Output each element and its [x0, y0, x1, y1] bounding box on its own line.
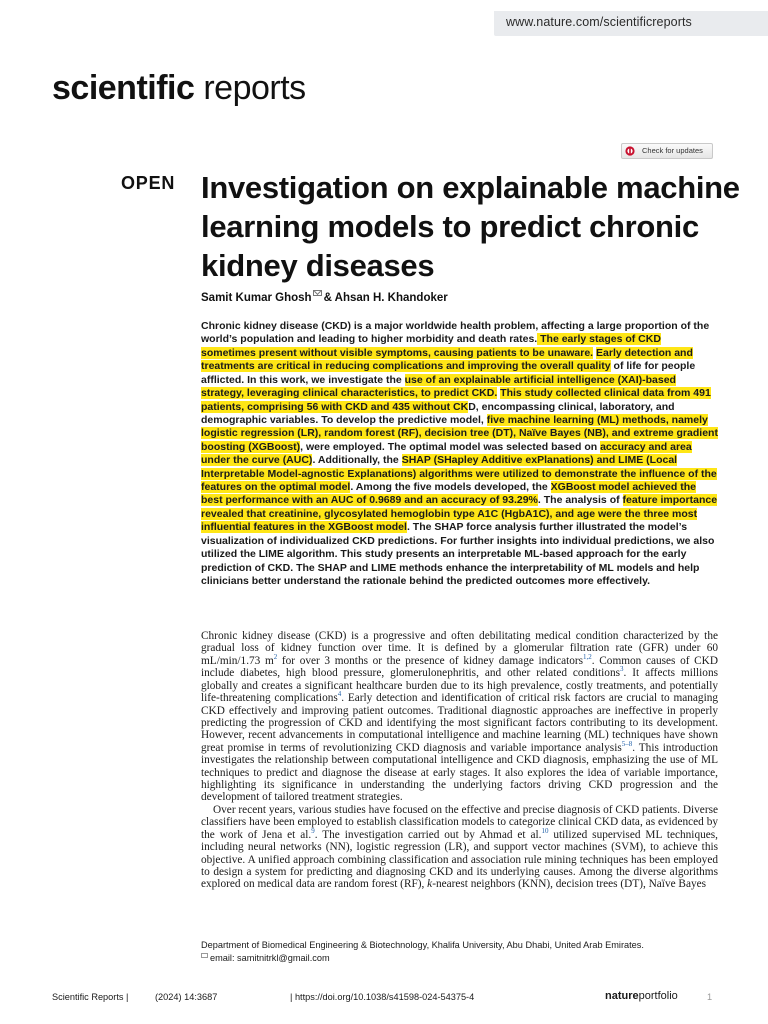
author-list — [201, 292, 448, 304]
journal-name-light: reports — [203, 69, 306, 107]
body-text-run: utilized supervised ML techniques, including neural networks (NN), logistic regression (LR), and support vector machines (SVM), to achieve this objective. A unified approach combining classification and association rule mining techniques has been employed to design a system for predicting and diagnosing CKD and its underlying causes. Among the diverse algorithms explored on medical data are random forest (RF), — [201, 828, 718, 891]
envelope-icon[interactable] — [313, 290, 322, 296]
publisher-logo — [605, 990, 678, 1002]
abstract-text: . Additionally, the — [312, 454, 402, 467]
body-text-run: . It affects millions globally and creates a significant healthcare burden due to its high prevalence, costly treatments, and potentially life-threatening complications — [201, 667, 718, 705]
highlighted-text: XGBoost model achieved the best performance with an AUC of 0.9689 and an accuracy of 93.29% — [201, 481, 696, 507]
footer-journal: Scientific Reports | — [52, 992, 129, 1002]
body-text-run: . The investigation carried out by Ahmad et al. — [314, 828, 542, 841]
highlighted-text: Early detection and treatments are critical in reducing complications and improving the overall quality — [201, 346, 693, 373]
highlighted-text: use of an explainable artificial intelligence (XAI)-based strategy, leveraging clinical characteristics, to predict CKD. — [201, 373, 676, 400]
highlighted-text: feature importance revealed that creatinine, glycosylated hemoglobin type A1C (HgbA1C), and age were the three most influential features in the XGBoost model — [201, 494, 718, 534]
abstract-text: . Among the five models developed, the — [350, 481, 551, 494]
citation-ref[interactable]: 5–8 — [621, 740, 633, 749]
body-paragraph — [201, 630, 718, 804]
abstract-text: . The analysis of — [537, 494, 623, 507]
check-for-updates-button[interactable] — [621, 143, 713, 159]
journal-name-bold: scientific — [52, 69, 195, 107]
abstract-text: . The SHAP force analysis further illustrated the model’s visualization of individualized CKD predictions. For further insights into individual predictions, we also utilized the LIME algorithm. This study presents an interpretable ML-based approach for the early prediction of CKD. The SHAP and LIME methods enhance the interpretability of ML models and help clinicians better understand the rationale behind the predicted outcomes more effectively. — [201, 521, 715, 588]
check-for-updates-label: Check for updates — [642, 146, 703, 155]
citation-ref[interactable]: 10 — [541, 826, 549, 835]
body-text-run: . Common causes of CKD include diabetes, high blood pressure, glomerulonephritis, and other related conditions — [201, 654, 718, 680]
highlighted-text: This study collected clinical data from 491 patients, comprising 56 with CKD and 435 without CK — [201, 387, 711, 413]
body-text-run: . This introduction investigates the relationship between computational intelligence and CKD diagnosis, emphasizing the use of ML techniques to predict and diagnose the disease at early stages. It also explores the idea of variable importance, highlighting its significance in understanding the underlying factors driving CKD progression and the development of tailored treatment strategies. — [201, 741, 718, 804]
abstract-text: , were employed. The optimal model was selected based on — [300, 440, 601, 453]
highlighted-text: accuracy and area under the curve (AUC) — [201, 440, 692, 467]
open-access-label: OPEN — [121, 173, 176, 193]
abstract — [201, 320, 718, 588]
correspondence-email-line — [201, 952, 741, 965]
citation-ref[interactable]: 9 — [311, 826, 315, 835]
affiliation: Department of Biomedical Engineering & Biotechnology, Khalifa University, Abu Dhabi, United Arab Emirates. — [201, 940, 644, 950]
abstract-text: D, encompassing clinical, laboratory, and demographic variables. To develop the predictive model, — [201, 400, 675, 426]
affiliation-block — [201, 939, 741, 965]
footer-doi[interactable]: | https://doi.org/10.1038/s41598-024-54375-4 — [290, 992, 475, 1002]
author-name[interactable]: & Ahsan H. Khandoker — [323, 292, 448, 304]
citation-ref[interactable]: 4 — [337, 690, 342, 699]
body-text — [201, 630, 718, 891]
publisher-name-light: portfolio — [638, 990, 678, 1002]
article-title: Investigation on explainable machine learning models to predict chronic kidney diseases — [201, 170, 740, 283]
abstract-text: of life for people afflicted. In this work, we investigate the — [201, 360, 696, 386]
highlighted-text: SHAP (SHapley Additive exPlanations) and LIME (Local Interpretable Model-agnostic Explanations) algorithms were utilized to demonstrate the influence of the features on the optimal model — [201, 454, 717, 494]
page-number: 1 — [707, 992, 713, 1002]
highlighted-text: The early stages of CKD sometimes present without visible symptoms, causing patients to be unaware. — [201, 333, 661, 359]
page-footer — [52, 990, 742, 1006]
journal-url-banner[interactable] — [494, 11, 768, 36]
italic-text: k — [427, 878, 433, 891]
body-text-run: Over recent years, various studies have focused on the effective and precise diagnosis of CKD patients. Diverse classifiers have been employed to establish classification models to categorize clinical CKD data, as evidenced by the work of Jena et al. — [201, 803, 718, 841]
citation-ref[interactable]: 1,2 — [583, 653, 592, 662]
highlighted-text: five machine learning (ML) methods, namely logistic regression (LR), random forest (RF), decision tree (DT), Naïve Bayes (NB), and extreme gradient boosting (XGBoost) — [201, 413, 718, 453]
crossmark-icon — [625, 146, 635, 156]
body-paragraph — [201, 804, 718, 891]
body-text-run: -nearest neighbors (KNN), decision trees (DT), Naïve Bayes — [432, 878, 707, 891]
correspondence-email[interactable]: email: samitnitrkl@gmail.com — [210, 953, 330, 963]
author-name[interactable]: Samit Kumar Ghosh — [201, 292, 312, 304]
body-text-run: . Early detection and identification of critical risk factors are crucial to managing CKD effectively and improving patient outcomes. Traditional diagnostic approaches are ineffective in properly predicting the progression of CKD and identifying the most significant factors contributing to its development. However, recent advancements in computational intelligence and machine learning (ML) techniques have shown great promise in terms of revolutionizing CKD diagnosis and variable importance analysis — [201, 692, 719, 754]
journal-url[interactable]: www.nature.com/scientificreports — [506, 15, 692, 29]
footer-volume: (2024) 14:3687 — [155, 992, 218, 1002]
citation-ref[interactable]: 3 — [620, 665, 624, 674]
body-text-run: for over 3 months or the presence of kidney damage indicators — [277, 654, 584, 667]
envelope-icon — [201, 953, 208, 958]
body-text-run: Chronic kidney disease (CKD) is a progressive and often debilitating medical condition characterized by the gradual loss of kidney function over time. It is defined by a glomerular filtration rate (GFR) under 60 mL/min/1.73 m — [201, 630, 718, 667]
journal-logo — [52, 68, 306, 108]
citation-ref[interactable]: 2 — [273, 653, 278, 662]
abstract-text: Chronic kidney disease (CKD) is a major worldwide health problem, affecting a large proportion of the world’s population and leading to higher morbidity and death rates. — [201, 320, 710, 346]
publisher-name-bold: nature — [605, 990, 639, 1002]
